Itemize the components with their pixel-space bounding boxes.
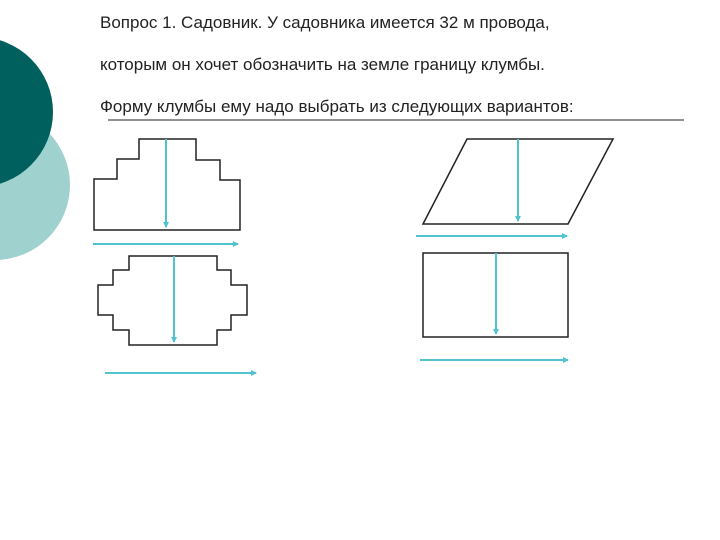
figure-parallelogram xyxy=(416,139,613,236)
figure-stepped-rectangle xyxy=(93,139,240,244)
question-line-3: Форму клумбы ему надо выбрать из следующих вариантов: xyxy=(100,97,574,116)
question-line-1: Вопрос 1. Садовник. У садовника имеется 32 м провода, xyxy=(100,13,550,32)
figure-stepped-octagon xyxy=(98,256,256,373)
question-line-2: которым он хочет обозначить на земле границу клумбы. xyxy=(100,55,545,74)
question-text xyxy=(100,0,700,138)
figure-stepped-octagon-outline xyxy=(98,256,247,345)
figure-rectangle xyxy=(420,253,568,360)
